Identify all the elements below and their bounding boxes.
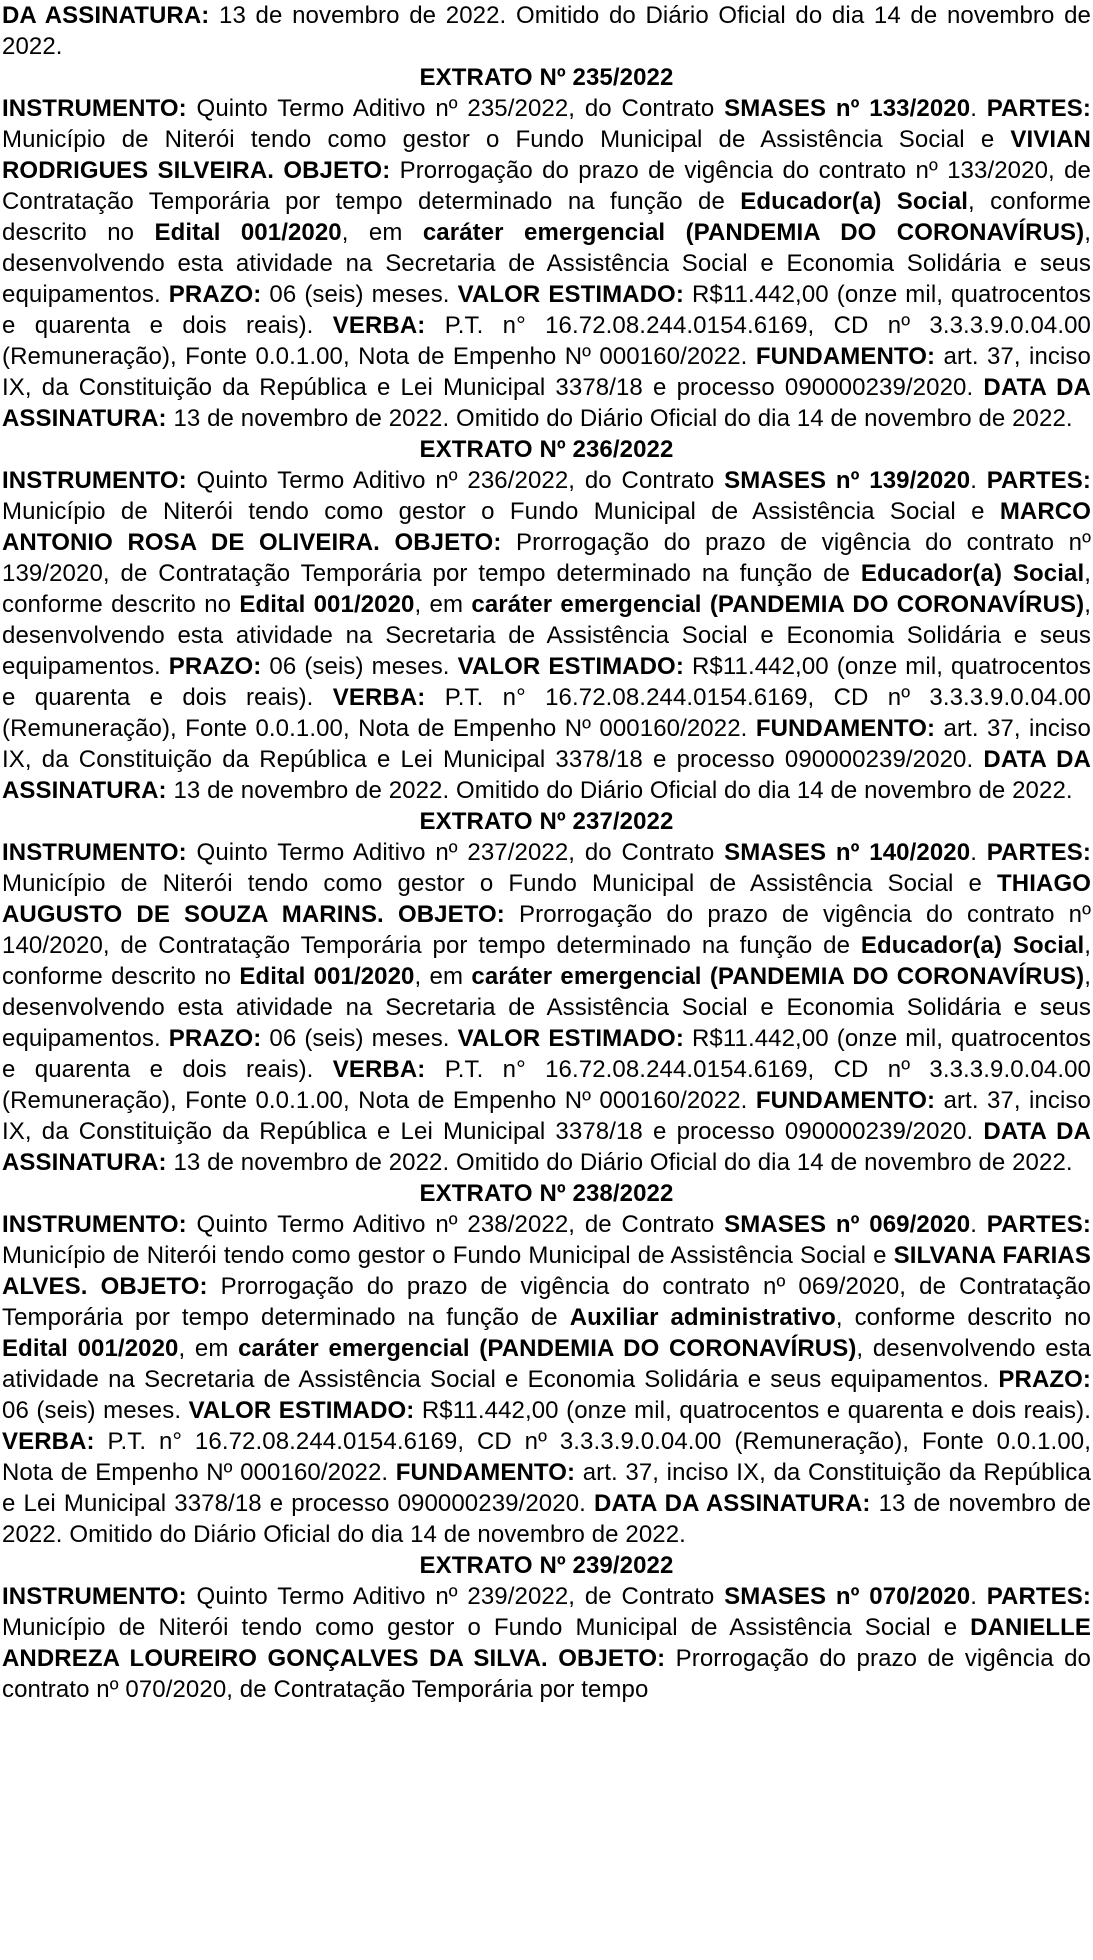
prazo-label: PRAZO:	[168, 653, 262, 680]
conforme-text: , conforme descrito no	[835, 1304, 1092, 1331]
contratado-nome: MARCO ANTONIO ROSA DE OLIVEIRA.	[2, 498, 1091, 556]
partes-text: Município de Niterói tendo como gestor o Fundo Municipal de Assistência Social e	[2, 498, 985, 525]
verba-text: P.T. n° 16.72.08.244.0154.6169, CD nº 3.3.3.9.0.04.00 (Remuneração), Fonte 0.0.1.00, Nota de Empenho Nº 000160/2022.	[2, 684, 1092, 742]
contratado-nome: VIVIAN RODRIGUES SILVEIRA.	[2, 126, 1091, 184]
em-text: , em	[178, 1335, 229, 1362]
carater-emergencial: caráter emergencial (PANDEMIA DO CORONAVÍRUS)	[471, 963, 1085, 990]
fundamento-label: FUNDAMENTO:	[755, 1087, 936, 1114]
partes-text: Município de Niterói tendo como gestor o Fundo Municipal de Assistência Social e	[2, 870, 982, 897]
fundamento-label: FUNDAMENTO:	[755, 343, 936, 370]
extrato-body: INSTRUMENTO: Quinto Termo Aditivo nº 237/2022, do Contrato SMASES nº 140/2020. PARTES: Município de Niterói tendo como gestor o Fundo Municipal de Assistência Social e THIAGO AUGUSTO DE SOUZA MARINS. OBJETO: Prorrogação do prazo de vigência do contrato nº 140/2020, de Contratação Temporária por tempo determinado na função de Educador(a) Social, conforme descrito no Edital 001/2020, em caráter emergencial (PANDEMIA DO CORONAVÍRUS), desenvolvendo esta atividade na Secretaria de Assistência Social e Economia Solidária e seus equipamentos. PRAZO: 06 (seis) meses. VALOR ESTIMADO: R$11.442,00 (onze mil, quatrocentos e quarenta e dois reais). VERBA: P.T. n° 16.72.08.244.0154.6169, CD nº 3.3.3.9.0.04.00 (Remuneração), Fonte 0.0.1.00, Nota de Empenho Nº 000160/2022. FUNDAMENTO: art. 37, inciso IX, da Constituição da República e Lei Municipal 3378/18 e processo 090000239/2020. DATA DA ASSINATURA: 13 de novembro de 2022. Omitido do Diário Oficial do dia 14 de novembro de 2022.	[2, 839, 1092, 1176]
valor-label: VALOR ESTIMADO:	[188, 1397, 415, 1424]
instrumento-label: INSTRUMENTO:	[2, 839, 187, 866]
conforme-text: , conforme descrito no	[2, 560, 1091, 618]
prazo-label: PRAZO:	[998, 1366, 1091, 1393]
valor-text: R$11.442,00 (onze mil, quatrocentos e quarenta e dois reais).	[2, 653, 1092, 711]
prazo-label: PRAZO:	[168, 281, 262, 308]
objeto-text: Prorrogação do prazo de vigência do contrato nº 070/2020, de Contratação Temporária por tempo	[2, 1645, 1091, 1703]
contratado-nome: SILVANA FARIAS ALVES.	[2, 1242, 1091, 1300]
partes-label: PARTES:	[986, 1211, 1091, 1238]
partes-text: Município de Niterói tendo como gestor o Fundo Municipal de Assistência Social e	[2, 1242, 887, 1269]
data-assinatura-label: DATA DA ASSINATURA:	[594, 1490, 871, 1517]
instrumento-text: Quinto Termo Aditivo nº 239/2022, de Contrato	[196, 1583, 715, 1610]
extrato-body-partial: INSTRUMENTO: Quinto Termo Aditivo nº 239/2022, de Contrato SMASES nº 070/2020. PARTES: Município de Niterói tendo como gestor o Fundo Municipal de Assistência Social e DANIELLE ANDREZA LOUREIRO GONÇALVES DA SILVA. OBJETO: Prorrogação do prazo de vigência do contrato nº 070/2020, de Contratação Temporária por tempo	[2, 1583, 1091, 1703]
extrato-heading: EXTRATO Nº 238/2022	[419, 1180, 674, 1207]
fundamento-text: art. 37, inciso IX, da Constituição da República e Lei Municipal 3378/18 e processo 090000239/2020.	[2, 343, 1091, 401]
valor-label: VALOR ESTIMADO:	[457, 1025, 684, 1052]
valor-text: R$11.442,00 (onze mil, quatrocentos e quarenta e dois reais).	[421, 1397, 1091, 1424]
contratado-nome: THIAGO AUGUSTO DE SOUZA MARINS.	[2, 870, 1091, 928]
objeto-label: OBJETO:	[283, 157, 391, 184]
fundamento-text: art. 37, inciso IX, da Constituição da República e Lei Municipal 3378/18 e processo 090000239/2020.	[2, 1087, 1091, 1145]
contrato-number: SMASES nº 133/2020	[724, 95, 971, 122]
desenvolvendo-text: , desenvolvendo esta atividade na Secretaria de Assistência Social e Economia Solidária e seus equipamentos.	[2, 963, 1092, 1052]
instrumento-label: INSTRUMENTO:	[2, 467, 187, 494]
verba-label: VERBA:	[2, 1428, 95, 1455]
extrato-body: INSTRUMENTO: Quinto Termo Aditivo nº 236/2022, do Contrato SMASES nº 139/2020. PARTES: Município de Niterói tendo como gestor o Fundo Municipal de Assistência Social e MARCO ANTONIO ROSA DE OLIVEIRA. OBJETO: Prorrogação do prazo de vigência do contrato nº 139/2020, de Contratação Temporária por tempo determinado na função de Educador(a) Social, conforme descrito no Edital 001/2020, em caráter emergencial (PANDEMIA DO CORONAVÍRUS), desenvolvendo esta atividade na Secretaria de Assistência Social e Economia Solidária e seus equipamentos. PRAZO: 06 (seis) meses. VALOR ESTIMADO: R$11.442,00 (onze mil, quatrocentos e quarenta e dois reais). VERBA: P.T. n° 16.72.08.244.0154.6169, CD nº 3.3.3.9.0.04.00 (Remuneração), Fonte 0.0.1.00, Nota de Empenho Nº 000160/2022. FUNDAMENTO: art. 37, inciso IX, da Constituição da República e Lei Municipal 3378/18 e processo 090000239/2020. DATA DA ASSINATURA: 13 de novembro de 2022. Omitido do Diário Oficial do dia 14 de novembro de 2022.	[2, 467, 1092, 804]
em-text: , em	[414, 591, 464, 618]
partes-label: PARTES:	[986, 1583, 1091, 1610]
desenvolvendo-text: , desenvolvendo esta atividade na Secretaria de Assistência Social e Economia Solidária e seus equipamentos.	[2, 1335, 1091, 1393]
em-text: , em	[341, 219, 403, 246]
conforme-text: , conforme descrito no	[2, 932, 1091, 990]
carater-emergencial: caráter emergencial (PANDEMIA DO CORONAVÍRUS)	[238, 1335, 857, 1362]
data-assinatura-text: 13 de novembro de 2022. Omitido do Diário Oficial do dia 14 de novembro de 2022.	[2, 1490, 1091, 1548]
objeto-text: Prorrogação do prazo de vigência do contrato nº 069/2020, de Contratação Temporária por tempo determinado na função de	[2, 1273, 1091, 1331]
conforme-text: , conforme descrito no	[2, 188, 1091, 246]
desenvolvendo-text: , desenvolvendo esta atividade na Secretaria de Assistência Social e Economia Solidária e seus equipamentos.	[2, 219, 1091, 308]
edital: Edital 001/2020	[239, 591, 415, 618]
data-assinatura-label: DA ASSINATURA:	[2, 2, 210, 29]
instrumento-text: Quinto Termo Aditivo nº 237/2022, do Contrato	[196, 839, 715, 866]
contrato-number: SMASES nº 139/2020	[724, 467, 971, 494]
partes-label: PARTES:	[986, 467, 1091, 494]
verba-label: VERBA:	[332, 684, 426, 711]
fundamento-text: art. 37, inciso IX, da Constituição da República e Lei Municipal 3378/18 e processo 090000239/2020.	[2, 715, 1091, 773]
prazo-label: PRAZO:	[168, 1025, 262, 1052]
prazo-text: 06 (seis) meses.	[2, 1397, 182, 1424]
valor-label: VALOR ESTIMADO:	[457, 281, 684, 308]
data-assinatura-text: 13 de novembro de 2022. Omitido do Diário Oficial do dia 14 de novembro de 2022.	[173, 1149, 1073, 1176]
data-assinatura-label: DATA DA ASSINATURA:	[2, 374, 1091, 432]
extrato-body: INSTRUMENTO: Quinto Termo Aditivo nº 235/2022, do Contrato SMASES nº 133/2020. PARTES: Município de Niterói tendo como gestor o Fundo Municipal de Assistência Social e VIVIAN RODRIGUES SILVEIRA. OBJETO: Prorrogação do prazo de vigência do contrato nº 133/2020, de Contratação Temporária por tempo determinado na função de Educador(a) Social, conforme descrito no Edital 001/2020, em caráter emergencial (PANDEMIA DO CORONAVÍRUS), desenvolvendo esta atividade na Secretaria de Assistência Social e Economia Solidária e seus equipamentos. PRAZO: 06 (seis) meses. VALOR ESTIMADO: R$11.442,00 (onze mil, quatrocentos e quarenta e dois reais). VERBA: P.T. n° 16.72.08.244.0154.6169, CD nº 3.3.3.9.0.04.00 (Remuneração), Fonte 0.0.1.00, Nota de Empenho Nº 000160/2022. FUNDAMENTO: art. 37, inciso IX, da Constituição da República e Lei Municipal 3378/18 e processo 090000239/2020. DATA DA ASSINATURA: 13 de novembro de 2022. Omitido do Diário Oficial do dia 14 de novembro de 2022.	[2, 95, 1092, 432]
objeto-label: OBJETO:	[394, 529, 502, 556]
contrato-number: SMASES nº 069/2020	[724, 1211, 971, 1238]
data-assinatura-text: 13 de novembro de 2022. Omitido do Diário Oficial do dia 14 de novembro de 2022.	[173, 777, 1073, 804]
verba-text: P.T. n° 16.72.08.244.0154.6169, CD nº 3.3.3.9.0.04.00 (Remuneração), Fonte 0.0.1.00, Nota de Empenho Nº 000160/2022.	[2, 312, 1092, 370]
objeto-text: Prorrogação do prazo de vigência do contrato nº 139/2020, de Contratação Temporária por tempo determinado na função de	[2, 529, 1091, 587]
edital: Edital 001/2020	[239, 963, 415, 990]
funcao: Educador(a) Social	[860, 932, 1085, 959]
valor-label: VALOR ESTIMADO:	[457, 653, 684, 680]
data-assinatura-label: DATA DA ASSINATURA:	[2, 1118, 1091, 1176]
funcao: Educador(a) Social	[860, 560, 1085, 587]
objeto-label: OBJETO:	[100, 1273, 208, 1300]
instrumento-text: Quinto Termo Aditivo nº 238/2022, de Contrato	[196, 1211, 715, 1238]
contrato-number: SMASES nº 140/2020	[724, 839, 971, 866]
extrato-body: INSTRUMENTO: Quinto Termo Aditivo nº 238/2022, de Contrato SMASES nº 069/2020. PARTES: Município de Niterói tendo como gestor o Fundo Municipal de Assistência Social e SILVANA FARIAS ALVES. OBJETO: Prorrogação do prazo de vigência do contrato nº 069/2020, de Contratação Temporária por tempo determinado na função de Auxiliar administrativo, conforme descrito no Edital 001/2020, em caráter emergencial (PANDEMIA DO CORONAVÍRUS), desenvolvendo esta atividade na Secretaria de Assistência Social e Economia Solidária e seus equipamentos. PRAZO: 06 (seis) meses. VALOR ESTIMADO: R$11.442,00 (onze mil, quatrocentos e quarenta e dois reais). VERBA: P.T. n° 16.72.08.244.0154.6169, CD nº 3.3.3.9.0.04.00 (Remuneração), Fonte 0.0.1.00, Nota de Empenho Nº 000160/2022. FUNDAMENTO: art. 37, inciso IX, da Constituição da República e Lei Municipal 3378/18 e processo 090000239/2020. DATA DA ASSINATURA: 13 de novembro de 2022. Omitido do Diário Oficial do dia 14 de novembro de 2022.	[2, 1211, 1092, 1548]
em-text: , em	[414, 963, 464, 990]
carater-emergencial: caráter emergencial (PANDEMIA DO CORONAVÍRUS)	[422, 219, 1085, 246]
instrumento-label: INSTRUMENTO:	[2, 95, 187, 122]
fundamento-label: FUNDAMENTO:	[755, 715, 936, 742]
desenvolvendo-text: , desenvolvendo esta atividade na Secretaria de Assistência Social e Economia Solidária e seus equipamentos.	[2, 591, 1092, 680]
valor-text: R$11.442,00 (onze mil, quatrocentos e quarenta e dois reais).	[2, 281, 1092, 339]
extrato-heading: EXTRATO Nº 235/2022	[419, 64, 674, 91]
funcao: Auxiliar administrativo	[569, 1304, 836, 1331]
previous-extrato-tail	[2, 0, 1091, 62]
valor-text: R$11.442,00 (onze mil, quatrocentos e quarenta e dois reais).	[2, 1025, 1092, 1083]
data-assinatura-text: 13 de novembro de 2022. Omitido do Diário Oficial do dia 14 de novembro de 2022.	[2, 2, 1091, 60]
instrumento-text: Quinto Termo Aditivo nº 236/2022, do Contrato	[196, 467, 715, 494]
contratado-nome: DANIELLE ANDREZA LOUREIRO GONÇALVES DA SILVA.	[2, 1614, 1091, 1672]
edital: Edital 001/2020	[2, 1335, 179, 1362]
instrumento-text: Quinto Termo Aditivo nº 235/2022, do Contrato	[196, 95, 715, 122]
objeto-text: Prorrogação do prazo de vigência do contrato nº 133/2020, de Contratação Temporária por tempo determinado na função de	[2, 157, 1091, 215]
objeto-label: OBJETO:	[397, 901, 505, 928]
objeto-text: Prorrogação do prazo de vigência do contrato nº 140/2020, de Contratação Temporária por tempo determinado na função de	[2, 901, 1091, 959]
prazo-text: 06 (seis) meses.	[269, 653, 450, 680]
partes-label: PARTES:	[986, 839, 1091, 866]
extrato-heading: EXTRATO Nº 236/2022	[419, 436, 674, 463]
verba-text: P.T. n° 16.72.08.244.0154.6169, CD nº 3.3.3.9.0.04.00 (Remuneração), Fonte 0.0.1.00, Nota de Empenho Nº 000160/2022.	[2, 1056, 1092, 1114]
funcao: Educador(a) Social	[740, 188, 969, 215]
fundamento-label: FUNDAMENTO:	[395, 1459, 576, 1486]
fundamento-text: art. 37, inciso IX, da Constituição da República e Lei Municipal 3378/18 e processo 090000239/2020.	[2, 1459, 1091, 1517]
contrato-number: SMASES nº 070/2020	[724, 1583, 971, 1610]
verba-label: VERBA:	[332, 1056, 426, 1083]
verba-text: P.T. n° 16.72.08.244.0154.6169, CD nº 3.3.3.9.0.04.00 (Remuneração), Fonte 0.0.1.00, Nota de Empenho Nº 000160/2022.	[2, 1428, 1091, 1486]
prazo-text: 06 (seis) meses.	[269, 281, 450, 308]
partes-label: PARTES:	[986, 95, 1091, 122]
extrato-heading: EXTRATO Nº 237/2022	[419, 808, 674, 835]
edital: Edital 001/2020	[154, 219, 342, 246]
prazo-text: 06 (seis) meses.	[269, 1025, 450, 1052]
objeto-label: OBJETO:	[558, 1645, 666, 1672]
carater-emergencial: caráter emergencial (PANDEMIA DO CORONAVÍRUS)	[471, 591, 1085, 618]
instrumento-label: INSTRUMENTO:	[2, 1211, 187, 1238]
data-assinatura-text: 13 de novembro de 2022. Omitido do Diário Oficial do dia 14 de novembro de 2022.	[173, 405, 1073, 432]
data-assinatura-label: DATA DA ASSINATURA:	[2, 746, 1091, 804]
partes-text: Município de Niterói tendo como gestor o Fundo Municipal de Assistência Social e	[2, 1614, 958, 1641]
instrumento-label: INSTRUMENTO:	[2, 1583, 187, 1610]
partes-text: Município de Niterói tendo como gestor o Fundo Municipal de Assistência Social e	[2, 126, 995, 153]
verba-label: VERBA:	[332, 312, 426, 339]
extrato-heading: EXTRATO Nº 239/2022	[419, 1552, 674, 1579]
